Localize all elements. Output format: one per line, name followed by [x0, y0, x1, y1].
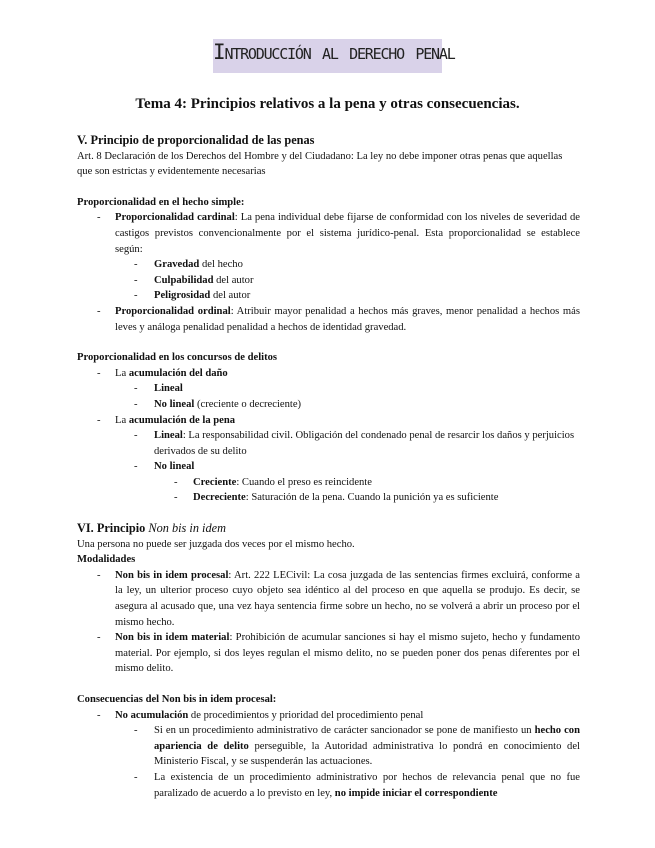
non-bis-intro: Una persona no puede ser juzgada dos veces por el mismo hecho. — [77, 538, 355, 550]
list-item-ordinal: - Proporcionalidad ordinal: Atribuir mayor penalidad a hechos más graves, menor penalidad a hechos más leves y análoga penalidad penalidad a hechos de identidad gravedad. — [97, 305, 580, 333]
section-vi-heading: VI. Principio Non bis in idem — [77, 521, 226, 536]
list-item-cardinal: - Proporcionalidad cardinal: La pena individual debe fijarse de conformidad con los niveles de severidad de castigos previstos convencionalmente por el sistema jurídico-penal. Esta proporcionalidad se establece según: — [97, 212, 580, 255]
list-item-decreciente: - Decreciente: Saturación de la pena. Cuando la punición ya es suficiente — [174, 492, 499, 504]
concurso-heading: Proporcionalidad en los concursos de delitos — [77, 352, 278, 364]
list-item-lineal-civil: - Lineal: La responsabilidad civil. Obligación del condenado penal de resarcir los daños y perjuicios derivados de su delito — [134, 430, 575, 457]
list-item-material: - Non bis in idem material: Prohibición de acumular sanciones si hay el mismo sujeto, hecho y fundamento material. Por ejemplo, si dos leyes regulan el mismo delito, no se pueden poner dos penas diferentes por el mismo delito. — [97, 632, 580, 675]
list-item-existencia-procedimiento: - La existencia de un procedimiento administrativo por hechos de relevancia penal que no fue paralizado de acuerdo a lo previsto en ley, no impide iniciar el correspondiente — [134, 771, 580, 799]
list-item-procedimiento-administrativo: - Si en un procedimiento administrativo de carácter sancionador se pone de manifiesto un hecho con apariencia de delito perseguible, la Autoridad administrativa lo pondrá en conocimiento del Ministerio Fiscal, y se suspenderán las actuaciones. — [134, 725, 580, 768]
list-item-peligrosidad: - Peligrosidad del autor — [134, 290, 251, 302]
list-item-acumulacion-dano: - La acumulación del daño — [97, 367, 228, 379]
list-item-lineal: - Lineal — [134, 383, 183, 395]
article-8-text: Art. 8 Declaración de los Derechos del Hombre y del Ciudadano: La ley no debe imponer otras penas que aquellas que son estrictas y evidentemente necesarias — [77, 150, 563, 178]
section-v-heading: V. Principio de proporcionalidad de las penas — [77, 133, 315, 147]
list-item-no-lineal: - No lineal (creciente o decreciente) — [134, 398, 302, 410]
simple-fact-heading: Proporcionalidad en el hecho simple: — [77, 196, 245, 208]
list-item-gravedad: - Gravedad del hecho — [134, 259, 243, 271]
consecuencias-heading: Consecuencias del Non bis in idem procesal: — [77, 694, 277, 705]
list-item-no-acumulacion: - No acumulación de procedimientos y prioridad del procedimiento penal — [97, 709, 424, 721]
list-item-creciente: - Creciente: Cuando el preso es reincidente — [174, 476, 372, 488]
list-item-acumulacion-pena: - La acumulación de la pena — [97, 414, 236, 426]
list-item-procesal: - Non bis in idem procesal: Art. 222 LECivil: La cosa juzgada de las sentencias firmes excluirá, conforme a la ley, un ulterior proceso cuyo objeto sea idéntico al del proceso en que aquella se produjo. Es decir, se asegura al acusado que, una vez haya sentencia firme sobre un hecho, no se volverá a abrir un proceso por el mismo hecho. — [97, 569, 580, 628]
document-body — [77, 133, 580, 801]
list-item-culpabilidad: - Culpabilidad del autor — [134, 274, 254, 286]
course-title: Introducción al derecho penal — [213, 40, 455, 64]
modalidades-heading: Modalidades — [77, 554, 136, 566]
topic-title: Tema 4: Principios relativos a la pena y otras consecuencias. — [135, 96, 520, 112]
list-item-no-lineal-pena: - No lineal — [134, 461, 195, 473]
